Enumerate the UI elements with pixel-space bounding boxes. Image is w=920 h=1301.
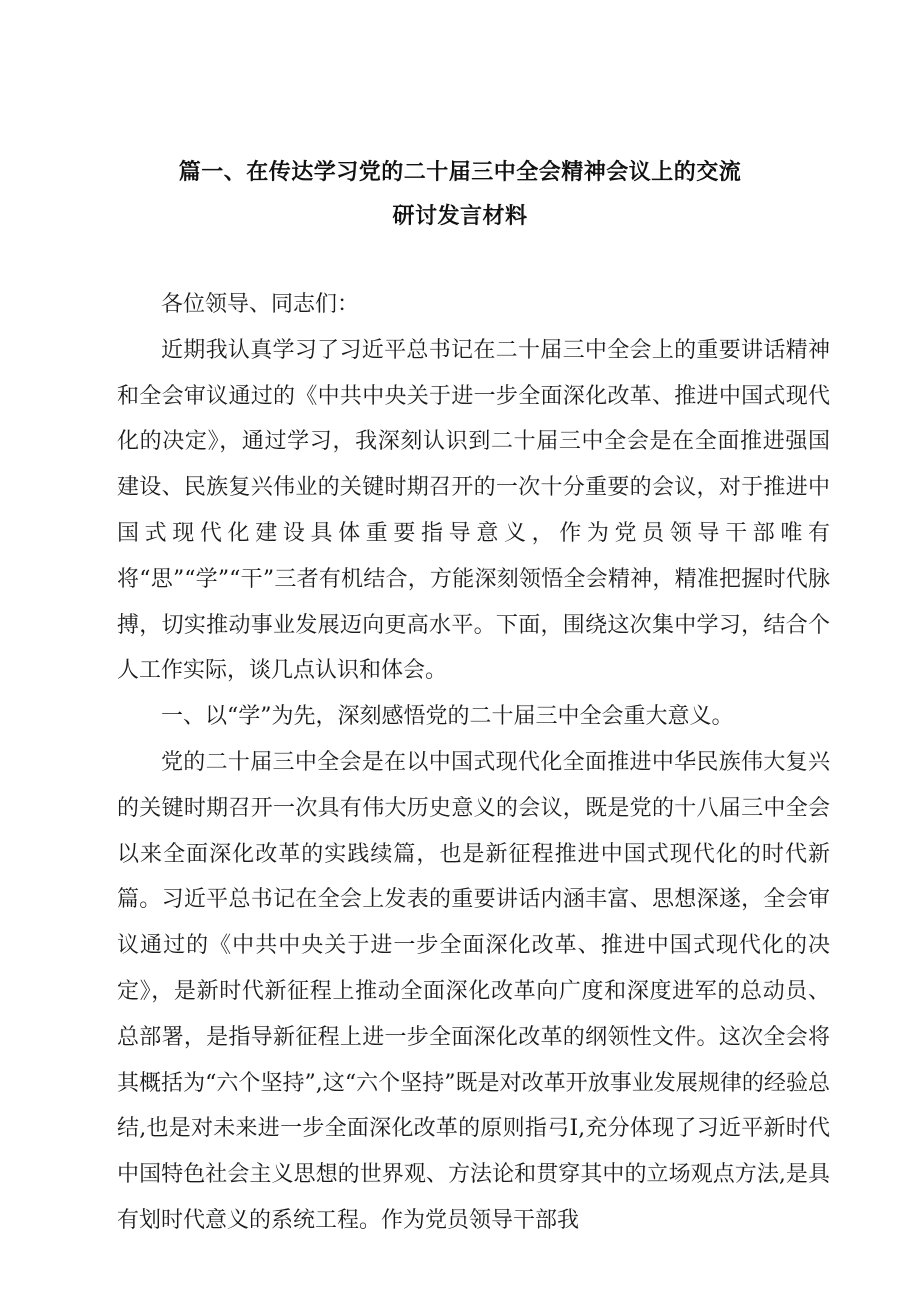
document-body [117, 282, 830, 1244]
paragraph-section-1: 党的二十届三中全会是在以中国式现代化全面推进中华民族伟大复兴的关键时期召开一次具有伟大历史意义的会议，既是党的十八届三中全会以来全面深化改革的实践续篇，也是新征程推进中国式现代化的时代新篇。习近平总书记在全会上发表的重要讲话内涵丰富、思想深遂，全会审议通过的《中共中央关于进一步全面深化改革、推进中国式现代化的决定》，是新时代新征程上推动全面深化改革向广度和深度进军的总动员、总部署，是指导新征程上进一步全面深化改革的纲领性文件。这次全会将其概括为“六个坚持”,这“六个坚持”既是对改革开放事业发展规律的经验总结,也是对未来进一步全面深化改革的原则指弓I,充分体现了习近平新时代中国特色社会主义思想的世界观、方法论和贯穿其中的立场观点方法,是具有划时代意义的系统工程。作为党员领导干部我 [117, 749, 830, 1233]
document-title-line-1: 篇一、在传达学习党的二十届三中全会精神会议上的交流 [178, 160, 742, 185]
document-title-line-2: 研讨发言材料 [392, 204, 528, 229]
paragraph-intro: 近期我认真学习了习近平总书记在二十届三中全会上的重要讲话精神和全会审议通过的《中共中央关于进一步全面深化改革、推进中国式现代化的决定》，通过学习，我深刻认识到二十届三中全会是在全面推进强国建设、民族复兴伟业的关键时期召开的一次十分重要的会议，对于推进中国式现代化建设具体重要指导意义，作为党员领导干部唯有将“思”“学”“干”三者有机结合，方能深刻领悟全会精神，精准把握时代脉搏，切实推动事业发展迈向更高水平。下面，围绕这次集中学习，结合个人工作实际，谈几点认识和体会。 [117, 337, 830, 684]
section-heading-1: 一、以“学”为先，深刻感悟党的二十届三中全会重大意义。 [161, 704, 734, 730]
salutation: 各位领导、同志们： [161, 292, 360, 317]
